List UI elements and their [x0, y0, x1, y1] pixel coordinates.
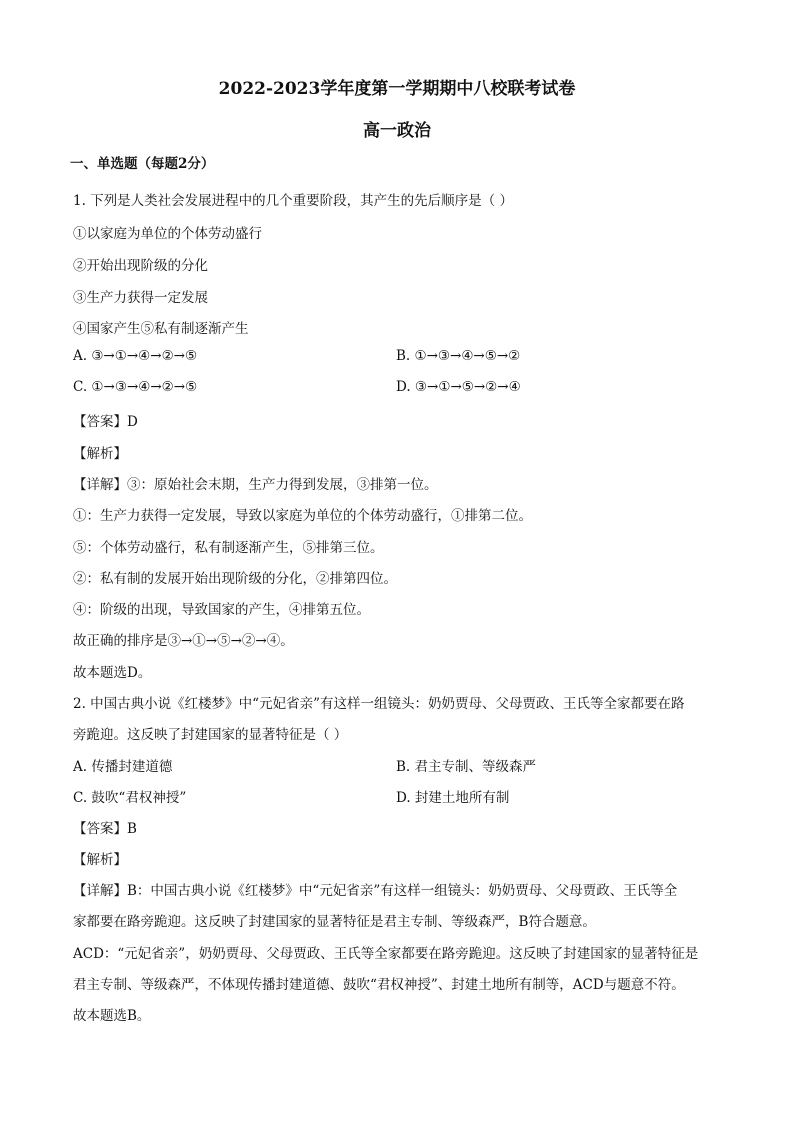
q1-detail-line: 故本题选D。 [73, 665, 152, 681]
q1-detail-line: ⑤：个体劳动盛行，私有制逐渐产生，⑤排第三位。 [73, 540, 384, 556]
q2-answer: 【答案】B [73, 821, 137, 837]
q2-stem-line1: 2. 中国古典小说《红楼梦》中“元妃省亲”有这样一组镜头：奶奶贾母、父母贾政、王氏等全家都要在路 [73, 696, 685, 712]
q2-detail-line: 故本题选B。 [73, 1008, 151, 1024]
q1-answer: 【答案】D [73, 414, 138, 430]
q1-item: ③生产力获得一定发展 [73, 290, 208, 306]
q2-option-d: D. 封建土地所有制 [396, 790, 510, 806]
q2-stem-line2: 旁跪迎。这反映了封建国家的显著特征是（ ） [73, 727, 348, 743]
q2-option-a: A. 传播封建道德 [73, 759, 173, 775]
q1-item: ①以家庭为单位的个体劳动盛行 [73, 226, 262, 242]
q1-option-d: D. ③→①→⑤→②→④ [396, 379, 521, 395]
q1-item: ②开始出现阶级的分化 [73, 258, 208, 274]
section-heading: 一、单选题（每题2分） [70, 156, 215, 172]
exam-title: 2022-2023学年度第一学期期中八校联考试卷 [218, 79, 576, 99]
q2-detail-line: 家都要在路旁跪迎。这反映了封建国家的显著特征是君主专制、等级森严，B符合题意。 [73, 914, 596, 930]
q2-detail-line: 【详解】B：中国古典小说《红楼梦》中“元妃省亲”有这样一组镜头：奶奶贾母、父母贾政、王氏等全 [73, 883, 678, 899]
q1-detail-line: ①：生产力获得一定发展，导致以家庭为单位的个体劳动盛行，①排第二位。 [73, 508, 532, 524]
q2-detail-line: 君主专制、等级森严，不体现传播封建道德、鼓吹“君权神授”、封建土地所有制等，ACD与题意不符。 [73, 977, 685, 993]
q2-option-c: C. 鼓吹“君权神授” [73, 790, 187, 806]
q1-detail-line: ②：私有制的发展开始出现阶级的分化，②排第四位。 [73, 571, 397, 587]
exam-subtitle: 高一政治 [363, 121, 431, 141]
q1-detail-line: 故正确的排序是③→①→⑤→②→④。 [73, 633, 294, 649]
q1-stem: 1. 下列是人类社会发展进程中的几个重要阶段，其产生的先后顺序是（ ） [73, 193, 513, 209]
q2-analysis-label: 【解析】 [73, 852, 127, 868]
q1-analysis-label: 【解析】 [73, 446, 127, 462]
q2-option-b: B. 君主专制、等级森严 [396, 759, 537, 775]
q2-detail-line: ACD：“元妃省亲”，奶奶贾母、父母贾政、王氏等全家都要在路旁跪迎。这反映了封建国家的显著特征是 [73, 946, 699, 962]
q1-detail-line: 【详解】③：原始社会末期，生产力得到发展，③排第一位。 [73, 477, 438, 493]
q1-detail-line: ④：阶级的出现，导致国家的产生，④排第五位。 [73, 602, 370, 618]
q1-option-a: A. ③→①→④→②→⑤ [73, 348, 198, 364]
q1-option-b: B. ①→③→④→⑤→② [396, 348, 521, 364]
q1-item: ④国家产生⑤私有制逐渐产生 [73, 321, 249, 337]
q1-option-c: C. ①→③→④→②→⑤ [73, 379, 198, 395]
